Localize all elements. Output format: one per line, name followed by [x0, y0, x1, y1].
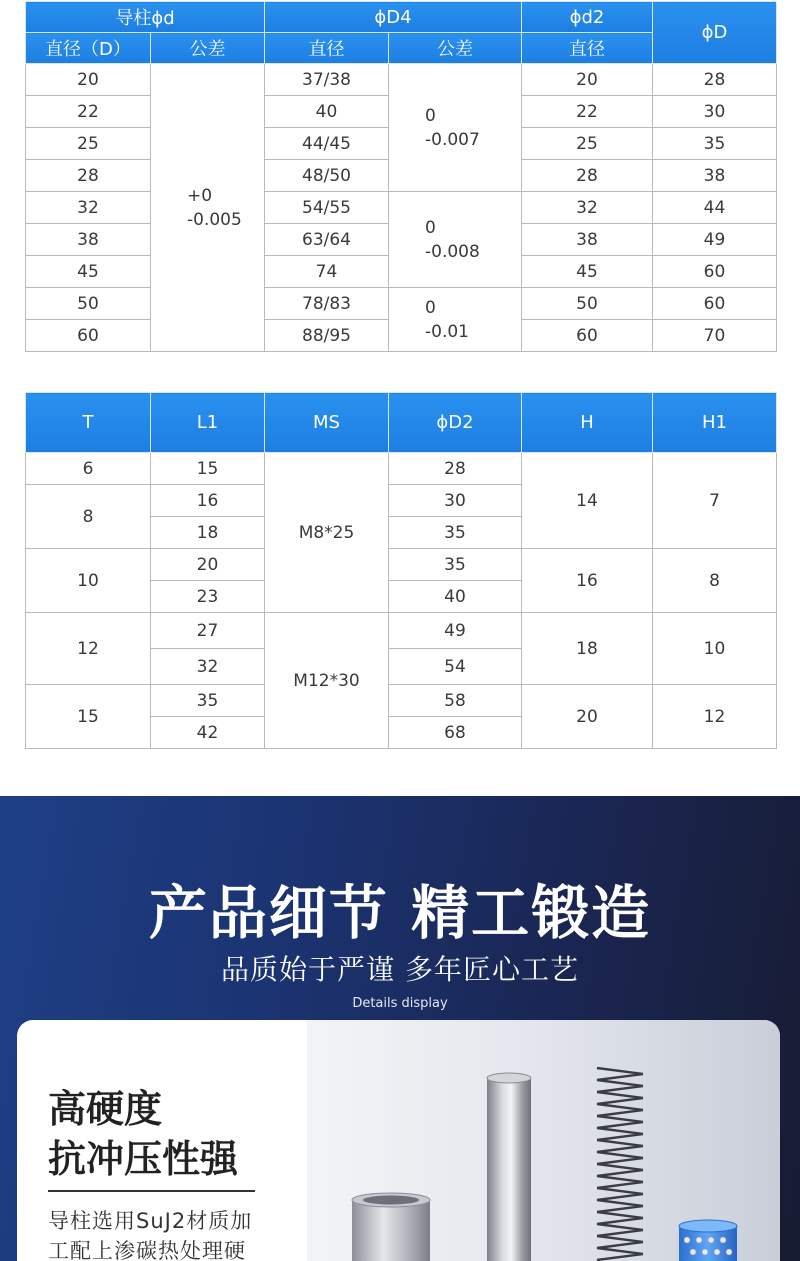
tolerance-lower: -0.01 [425, 321, 469, 342]
table-cell: 16 [522, 549, 653, 613]
table-cell: 40 [265, 96, 389, 128]
header-l1: L1 [151, 393, 265, 453]
table-cell: 60 [522, 320, 653, 352]
header-big-d: ϕD [653, 2, 777, 64]
header-h: H [522, 393, 653, 453]
table-cell: 60 [653, 256, 777, 288]
table-cell: 18 [151, 517, 265, 549]
banner-subtitle: 品质始于严谨 多年匠心工艺 [221, 953, 579, 986]
subheader-diameter: 直径 [522, 33, 653, 64]
spec-table-guide-pillar [25, 1, 777, 352]
tolerance-lower: -0.005 [187, 209, 242, 230]
feature-description [48, 1206, 288, 1261]
table-cell-ms: M12*30 [265, 613, 389, 749]
table-cell: 22 [522, 96, 653, 128]
table-cell: 20 [151, 549, 265, 581]
header-d4: ϕD4 [265, 2, 522, 33]
d4-tolerance-cell [389, 288, 522, 352]
feature-desc-line2: 工配上渗碳热处理硬 [48, 1239, 246, 1261]
header-t: T [26, 393, 151, 453]
tolerance-lower: -0.007 [425, 129, 480, 150]
table-cell: 38 [653, 160, 777, 192]
feature-desc-line1: 导柱选用SuJ2材质加 [48, 1209, 253, 1233]
table-cell: 70 [653, 320, 777, 352]
banner-title: 产品细节 精工锻造 [148, 879, 652, 947]
table-cell: 60 [653, 288, 777, 320]
header-d2: ϕD2 [389, 393, 522, 453]
table-cell: 48/50 [265, 160, 389, 192]
table-cell: 10 [26, 549, 151, 613]
table-cell: 15 [26, 685, 151, 749]
subheader-tolerance: 公差 [151, 33, 265, 64]
table-cell: 45 [522, 256, 653, 288]
table-cell: 30 [389, 485, 522, 517]
subheader-diameter-d: 直径（D） [26, 33, 151, 64]
table-cell: 50 [522, 288, 653, 320]
tolerance-upper: +0 [187, 185, 213, 206]
header-h1: H1 [653, 393, 777, 453]
details-banner [0, 796, 800, 1261]
table-cell: 54/55 [265, 192, 389, 224]
table-cell: 35 [151, 685, 265, 717]
subheader-tolerance: 公差 [389, 33, 522, 64]
table-cell: 50 [26, 288, 151, 320]
tolerance-upper: 0 [425, 217, 436, 238]
table-cell: 68 [389, 717, 522, 749]
table-cell: 12 [26, 613, 151, 685]
subheader-diameter: 直径 [265, 33, 389, 64]
table-cell: 35 [389, 549, 522, 581]
table-cell: 28 [522, 160, 653, 192]
table-cell: 25 [26, 128, 151, 160]
feature-card [17, 1020, 780, 1261]
table-cell: 37/38 [265, 64, 389, 96]
table-cell: 23 [151, 581, 265, 613]
table-cell: 6 [26, 453, 151, 485]
pillar-tolerance-cell [151, 64, 265, 352]
table-cell: 10 [653, 613, 777, 685]
table-cell: 60 [26, 320, 151, 352]
table-cell-ms: M8*25 [265, 453, 389, 613]
feature-heading [48, 1084, 238, 1184]
table-cell: 28 [653, 64, 777, 96]
section-gap [0, 770, 800, 796]
table-cell: 27 [151, 613, 265, 649]
table-cell: 32 [26, 192, 151, 224]
table-cell: 32 [151, 649, 265, 685]
tolerance-lower: -0.008 [425, 241, 480, 262]
table-cell: 28 [26, 160, 151, 192]
d4-tolerance-cell [389, 192, 522, 288]
table-cell: 20 [522, 64, 653, 96]
table-cell: 28 [389, 453, 522, 485]
table-cell: 18 [522, 613, 653, 685]
table-cell: 49 [653, 224, 777, 256]
heading-divider [48, 1190, 255, 1192]
table-cell: 15 [151, 453, 265, 485]
spec-table-bushing [25, 392, 777, 749]
table-cell: 22 [26, 96, 151, 128]
table-cell: 7 [653, 453, 777, 549]
table-cell: 42 [151, 717, 265, 749]
product-photo [307, 1020, 780, 1261]
header-pillar-d: 导柱ϕd [26, 2, 265, 33]
bushing-shape [352, 1200, 430, 1261]
table-cell: 35 [389, 517, 522, 549]
table-cell: 45 [26, 256, 151, 288]
table-cell: 8 [653, 549, 777, 613]
table-cell: 78/83 [265, 288, 389, 320]
table-cell: 88/95 [265, 320, 389, 352]
table-cell: 58 [389, 685, 522, 717]
table-cell: 44 [653, 192, 777, 224]
feature-heading-line2: 抗冲压性强 [48, 1137, 239, 1181]
table-cell: 35 [653, 128, 777, 160]
table-cell: 63/64 [265, 224, 389, 256]
table-cell: 12 [653, 685, 777, 749]
table-cell: 20 [26, 64, 151, 96]
table-cell: 44/45 [265, 128, 389, 160]
header-ms: MS [265, 393, 389, 453]
table-cell: 30 [653, 96, 777, 128]
table-cell: 16 [151, 485, 265, 517]
table-cell: 38 [26, 224, 151, 256]
table-cell: 38 [522, 224, 653, 256]
feature-heading-line1: 高硬度 [48, 1087, 163, 1131]
table-cell: 20 [522, 685, 653, 749]
table-cell: 25 [522, 128, 653, 160]
d4-tolerance-cell [389, 64, 522, 192]
tolerance-upper: 0 [425, 105, 436, 126]
table-cell: 8 [26, 485, 151, 549]
table-cell: 74 [265, 256, 389, 288]
table-cell: 40 [389, 581, 522, 613]
spring-shape [597, 1068, 643, 1260]
banner-caption: Details display [352, 996, 448, 1011]
table-cell: 49 [389, 613, 522, 649]
tolerance-upper: 0 [425, 297, 436, 318]
header-d2: ϕd2 [522, 2, 653, 33]
table-cell: 54 [389, 649, 522, 685]
table-cell: 14 [522, 453, 653, 549]
table-cell: 32 [522, 192, 653, 224]
guide-pillar-shape [487, 1078, 531, 1261]
product-illustration [307, 1020, 780, 1261]
